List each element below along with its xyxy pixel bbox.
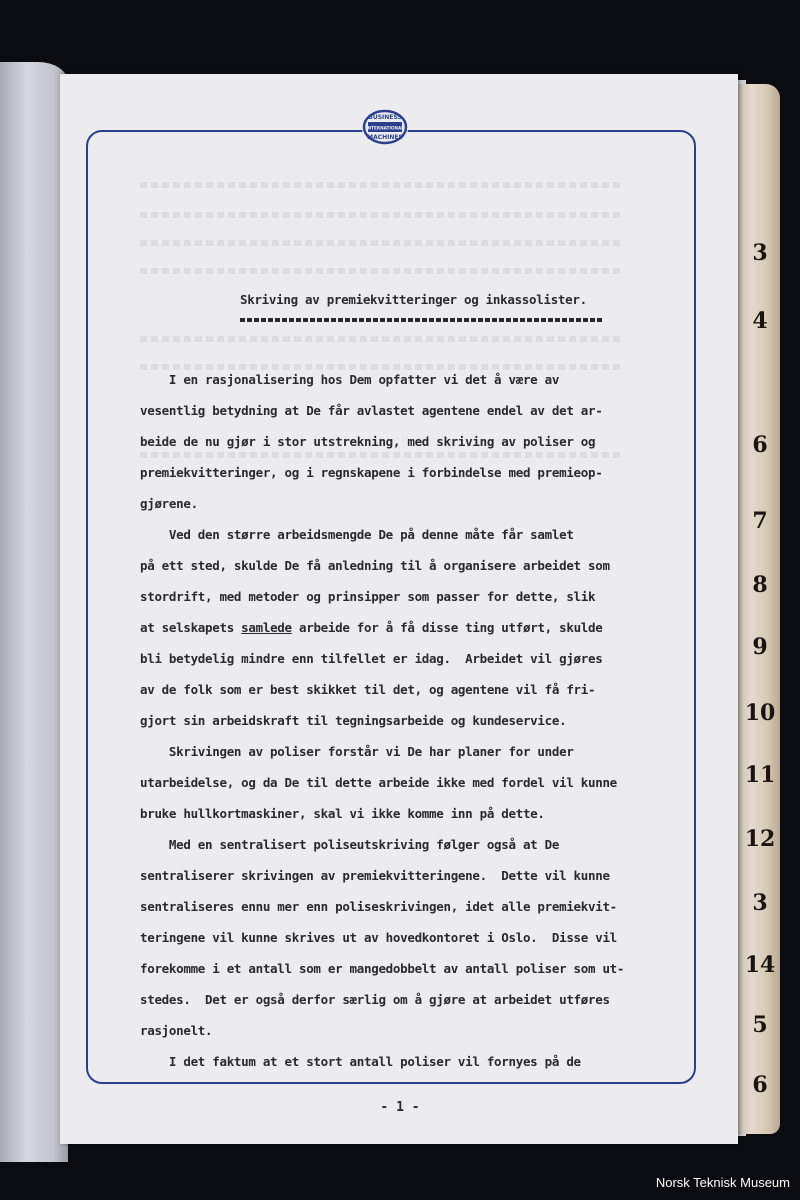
text-line: rasjonelt.: [140, 1023, 213, 1038]
text-line: Skrivingen av poliser forstår vi De har planer for under: [140, 744, 574, 759]
text-line: beide de nu gjør i stor utstrekning, med skriving av poliser og: [140, 434, 596, 449]
index-tab[interactable]: 14: [744, 952, 776, 978]
index-tab[interactable]: 11: [744, 762, 776, 788]
text-line: på ett sted, skulde De få anledning til å organisere arbeidet som: [140, 558, 610, 573]
text-line: Ved den større arbeidsmengde De på denne måte får samlet: [140, 527, 574, 542]
text-line: bruke hullkortmaskiner, skal vi ikke komme inn på dette.: [140, 806, 545, 821]
index-tab[interactable]: 7: [752, 508, 768, 534]
text-line: [140, 620, 602, 635]
text-segment: at selskapets: [140, 620, 242, 635]
text-line: bli betydelig mindre enn tilfellet er idag. Arbeidet vil gjøres: [140, 651, 603, 666]
document-title: Skriving av premiekvitteringer og inkassolister.: [240, 292, 587, 307]
title-underline: [240, 318, 603, 322]
text-line: teringene vil kunne skrives ut av hovedkontoret i Oslo. Disse vil: [140, 930, 617, 945]
ibm-logo: [362, 104, 408, 150]
text-line: gjort sin arbeidskraft til tegningsarbeide og kundeservice.: [140, 713, 567, 728]
text-line: av de folk som er best skikket til det, og agentene vil få fri-: [140, 682, 596, 697]
index-tab[interactable]: 6: [752, 1072, 768, 1098]
text-line: gjørene.: [140, 496, 198, 511]
index-tab[interactable]: 8: [752, 572, 768, 598]
underlined-word: samlede: [241, 620, 292, 635]
index-tab[interactable]: 5: [752, 1012, 768, 1038]
text-line: stordrift, med metoder og prinsipper som passer for dette, slik: [140, 589, 596, 604]
ibm-logo-icon: [362, 104, 408, 150]
museum-watermark: Norsk Teknisk Museum: [655, 1175, 790, 1190]
page-number: - 1 -: [380, 1100, 420, 1115]
binder-left-cover: [0, 62, 68, 1162]
text-line: sentraliseres ennu mer enn poliseskrivingen, idet alle premiekvit-: [140, 899, 617, 914]
text-line: sentraliserer skrivingen av premiekvitteringene. Dette vil kunne: [140, 868, 610, 883]
text-line: premiekvitteringer, og i regnskapene i forbindelse med premieop-: [140, 465, 603, 480]
text-line: vesentlig betydning at De får avlastet agentene endel av det ar-: [140, 403, 603, 418]
index-tab[interactable]: 12: [744, 826, 776, 852]
text-line: Med en sentralisert poliseutskriving følger også at De: [140, 837, 560, 852]
logo-text-top: BUSINESS: [368, 114, 402, 121]
text-line: utarbeidelse, og da De til dette arbeide ikke med fordel vil kunne: [140, 775, 617, 790]
index-tab[interactable]: 9: [752, 634, 768, 660]
text-line: I det faktum at et stort antall poliser vil fornyes på de: [140, 1054, 581, 1069]
text-segment: arbeide for å få disse ting utført, skulde: [291, 620, 603, 635]
text-line: I en rasjonalisering hos Dem opfatter vi det å være av: [140, 372, 560, 387]
index-tab[interactable]: 4: [752, 308, 768, 334]
index-tab[interactable]: 10: [744, 700, 776, 726]
text-line: stedes. Det er også derfor særlig om å gjøre at arbeidet utføres: [140, 992, 610, 1007]
logo-text-middle: INTERNATIONAL: [366, 125, 404, 131]
text-line: forekomme i et antall som er mangedobbelt av antall poliser som ut-: [140, 961, 625, 976]
index-tab[interactable]: 3: [752, 890, 768, 916]
logo-text-bottom: MACHINES: [367, 134, 403, 141]
index-tab[interactable]: 6: [752, 432, 768, 458]
index-tab[interactable]: 3: [752, 240, 768, 266]
